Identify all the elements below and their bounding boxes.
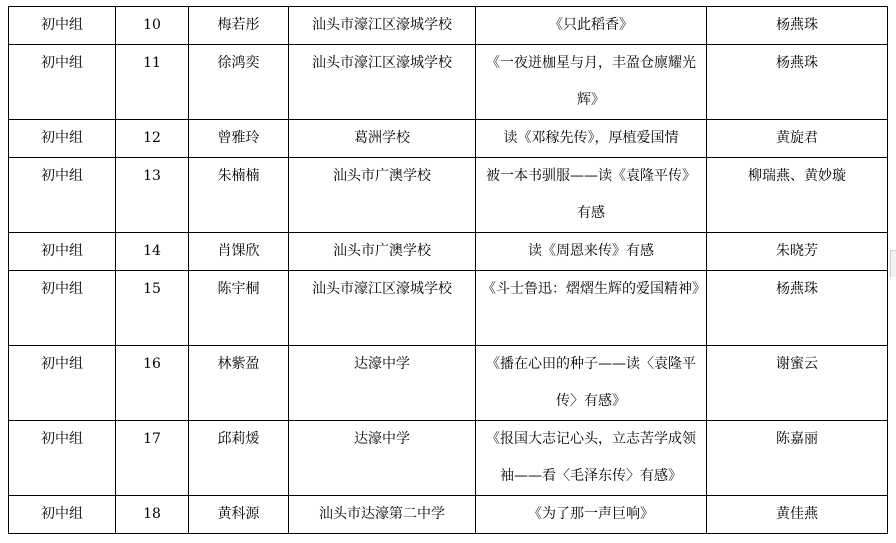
number-cell: 14	[116, 233, 189, 271]
group-cell: 初中组	[9, 120, 116, 158]
essay-title-cell: 《只此稻香》	[476, 7, 707, 45]
essay-title-cell: 《斗士鲁迅：熠熠生辉的爱国精神》	[476, 271, 707, 346]
group-cell: 初中组	[9, 421, 116, 496]
group-cell: 初中组	[9, 271, 116, 346]
school-cell: 汕头市广澳学校	[289, 233, 476, 271]
teacher-cell: 杨燕珠	[707, 45, 888, 120]
essay-title-cell: 《播在心田的种子——读〈袁隆平传〉有感》	[476, 346, 707, 421]
group-cell: 初中组	[9, 45, 116, 120]
group-cell: 初中组	[9, 346, 116, 421]
group-cell: 初中组	[9, 496, 116, 534]
teacher-cell: 谢蜜云	[707, 346, 888, 421]
teacher-cell: 朱晓芳	[707, 233, 888, 271]
table-row	[9, 45, 888, 120]
number-cell: 16	[116, 346, 189, 421]
student-name-cell: 陈宇桐	[189, 271, 289, 346]
table-row	[9, 158, 888, 233]
essay-title-cell: 读《邓稼先传》，厚植爱国情	[476, 120, 707, 158]
table-row	[9, 120, 888, 158]
awards-table	[8, 6, 888, 534]
essay-title-cell: 《报国大志记心头，立志苦学成领袖——看〈毛泽东传〉有感》	[476, 421, 707, 496]
school-cell: 汕头市濠江区濠城学校	[289, 271, 476, 346]
school-cell: 达濠中学	[289, 421, 476, 496]
essay-title-cell: 《为了那一声巨响》	[476, 496, 707, 534]
table-row	[9, 271, 888, 346]
essay-title-cell: 《一夜迸枷星与月，丰盈仓廪耀光辉》	[476, 45, 707, 120]
number-cell: 12	[116, 120, 189, 158]
teacher-cell: 黄旋君	[707, 120, 888, 158]
student-name-cell: 肖馃欣	[189, 233, 289, 271]
school-cell: 汕头市广澳学校	[289, 158, 476, 233]
school-cell: 葛洲学校	[289, 120, 476, 158]
number-cell: 10	[116, 7, 189, 45]
table-row	[9, 496, 888, 534]
school-cell: 汕头市濠江区濠城学校	[289, 45, 476, 120]
group-cell: 初中组	[9, 7, 116, 45]
student-name-cell: 曾雅玲	[189, 120, 289, 158]
teacher-cell: 陈嘉丽	[707, 421, 888, 496]
table-row	[9, 421, 888, 496]
number-cell: 15	[116, 271, 189, 346]
school-cell: 汕头市达濠第二中学	[289, 496, 476, 534]
number-cell: 11	[116, 45, 189, 120]
school-cell: 汕头市濠江区濠城学校	[289, 7, 476, 45]
table-row	[9, 233, 888, 271]
teacher-cell: 杨燕珠	[707, 7, 888, 45]
student-name-cell: 邱莉煖	[189, 421, 289, 496]
teacher-cell: 杨燕珠	[707, 271, 888, 346]
student-name-cell: 梅若彤	[189, 7, 289, 45]
student-name-cell: 林紫盈	[189, 346, 289, 421]
group-cell: 初中组	[9, 233, 116, 271]
table-row	[9, 7, 888, 45]
essay-title-cell: 读《周恩来传》有感	[476, 233, 707, 271]
student-name-cell: 黄科源	[189, 496, 289, 534]
school-cell: 达濠中学	[289, 346, 476, 421]
teacher-cell: 黄佳燕	[707, 496, 888, 534]
page-edge-marker	[890, 250, 896, 277]
student-name-cell: 朱楠楠	[189, 158, 289, 233]
number-cell: 18	[116, 496, 189, 534]
number-cell: 13	[116, 158, 189, 233]
table-row	[9, 346, 888, 421]
number-cell: 17	[116, 421, 189, 496]
student-name-cell: 徐鸿奕	[189, 45, 289, 120]
essay-title-cell: 被一本书驯服——读《袁隆平传》有感	[476, 158, 707, 233]
teacher-cell: 柳瑞燕、黄妙璇	[707, 158, 888, 233]
group-cell: 初中组	[9, 158, 116, 233]
